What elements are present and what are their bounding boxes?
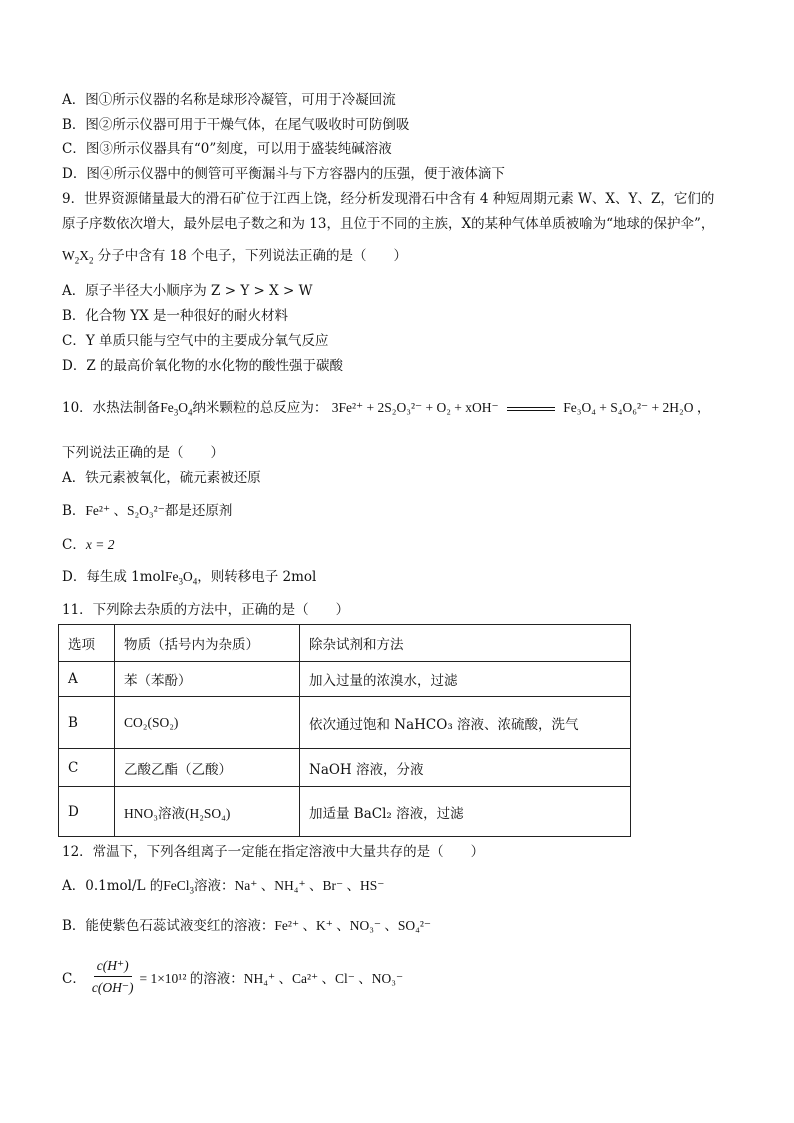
header-substance: 物质（括号内为杂质） [115, 625, 300, 662]
row-method: 加适量 BaCl₂ 溶液，过滤 [300, 787, 631, 837]
q12-stem: 12．常温下，下列各组离子一定能在指定溶液中大量共存的是（ ） [62, 844, 485, 860]
q9-option-a: A．原子半径大小顺序为 Z > Y > X > W [62, 283, 313, 299]
q12-option-a: A．0.1mol/L 的FeCl$_3$溶液：Na⁺ 、NH₄⁺ 、Br⁻ 、HS⁻ [62, 878, 385, 896]
row-substance: CO₂(SO₂) [115, 697, 300, 749]
q12-option-c: C． $\frac{c(H^+)}{c(OH^-)}$ = 1×10¹² 的溶液： NH₄⁺ 、Ca²⁺ 、Cl⁻ 、NO₃⁻ [62, 958, 404, 995]
q9-option-b: B．化合物 YX 是一种很好的耐火材料 [62, 308, 289, 324]
q9-stem-line2: 原子序数依次增大，最外层电子数之和为 13，且位于不同的主族，X的某种气体单质被喻为“地球的保护伞”， [62, 216, 715, 232]
q10-question: 下列说法正确的是（ ） [62, 445, 224, 461]
table-row [59, 697, 631, 749]
q8-option-a: A．图①所示仪器的名称是球形冷凝管，可用于冷凝回流 [62, 92, 396, 108]
row-substance: 乙酸乙酯（乙酸） [115, 749, 300, 787]
row-option: A [59, 662, 115, 697]
q12-option-b: B．能使紫色石蕊试液变红的溶液：Fe²⁺ 、K⁺ 、NO₃⁻ 、SO₄²⁻ [62, 918, 432, 934]
equation-right: Fe₃O₄ + S₄O₆²⁻ + 2H₂O ， [563, 400, 711, 415]
q9-stem-line3: $W_2X_2$ 分子中含有 18 个电子，下列说法正确的是（ ） [62, 248, 408, 266]
formula-fe3o4: $Fe_3O_4$ [160, 400, 193, 418]
q11-stem: 11．下列除去杂质的方法中，正确的是（ ） [62, 602, 350, 618]
concentration-ratio: $\frac{c(H^+)}{c(OH^-)}$ [91, 958, 134, 995]
row-substance: 苯（苯酚） [115, 662, 300, 697]
q8-option-b: B．图②所示仪器可用于干燥气体，在尾气吸收时可防倒吸 [62, 117, 410, 133]
table-row [59, 662, 631, 697]
table-row [59, 787, 631, 837]
q9-option-c: C．Y 单质只能与空气中的主要成分氧气反应 [62, 333, 329, 349]
q10-stem: 10．水热法制备$Fe_3O_4$纳米颗粒的总反应为： 3Fe²⁺ + 2S₂O₃²⁻ + O₂ + xOH⁻ Fe₃O₄ + S₄O₆²⁻ + 2H₂O ， [62, 400, 711, 418]
q8-option-d: D．图④所示仪器中的侧管可平衡漏斗与下方容器内的压强，便于液体滴下 [62, 166, 505, 182]
q9-stem-line1: 9．世界资源储量最大的滑石矿位于江西上饶，经分析发现滑石中含有 4 种短周期元素 W、X、Y、Z，它们的 [62, 191, 715, 207]
row-substance: HNO₃溶液(H₂SO₄) [115, 787, 300, 837]
row-method: NaOH 溶液，分液 [300, 749, 631, 787]
header-method: 除杂试剂和方法 [300, 625, 631, 662]
q11-table [58, 624, 631, 837]
q10-option-d: D．每生成 $1molFe_3O_4$，则转移电子 2mol [62, 569, 317, 587]
formula-w2x2: $W_2X_2$ [62, 248, 94, 266]
row-option: C [59, 749, 115, 787]
row-option: D [59, 787, 115, 837]
row-method: 依次通过饱和 NaHCO₃ 溶液、浓硫酸，洗气 [300, 697, 631, 749]
q9-option-d: D．Z 的最高价氧化物的水化物的酸性强于碳酸 [62, 358, 343, 374]
equation-left: 3Fe²⁺ + 2S₂O₃²⁻ + O₂ + xOH⁻ [331, 400, 499, 415]
table-row [59, 749, 631, 787]
header-option: 选项 [59, 625, 115, 662]
q8-option-c: C．图③所示仪器具有“0”刻度，可以用于盛装纯碱溶液 [62, 141, 392, 157]
row-method: 加入过量的浓溴水，过滤 [300, 662, 631, 697]
q10-option-c: C．x = 2 [62, 537, 115, 553]
formula-fecl3: FeCl$_3$ [163, 878, 195, 896]
equation-equals-sign [507, 407, 555, 411]
formula-fe3o4: $Fe_3O_4$ [164, 569, 198, 587]
q10-option-b: B．Fe²⁺ 、S₂O₃²⁻都是还原剂 [62, 503, 233, 519]
row-option: B [59, 697, 115, 749]
table-header-row [59, 625, 631, 662]
q10-option-a: A．铁元素被氧化，硫元素被还原 [62, 470, 261, 486]
